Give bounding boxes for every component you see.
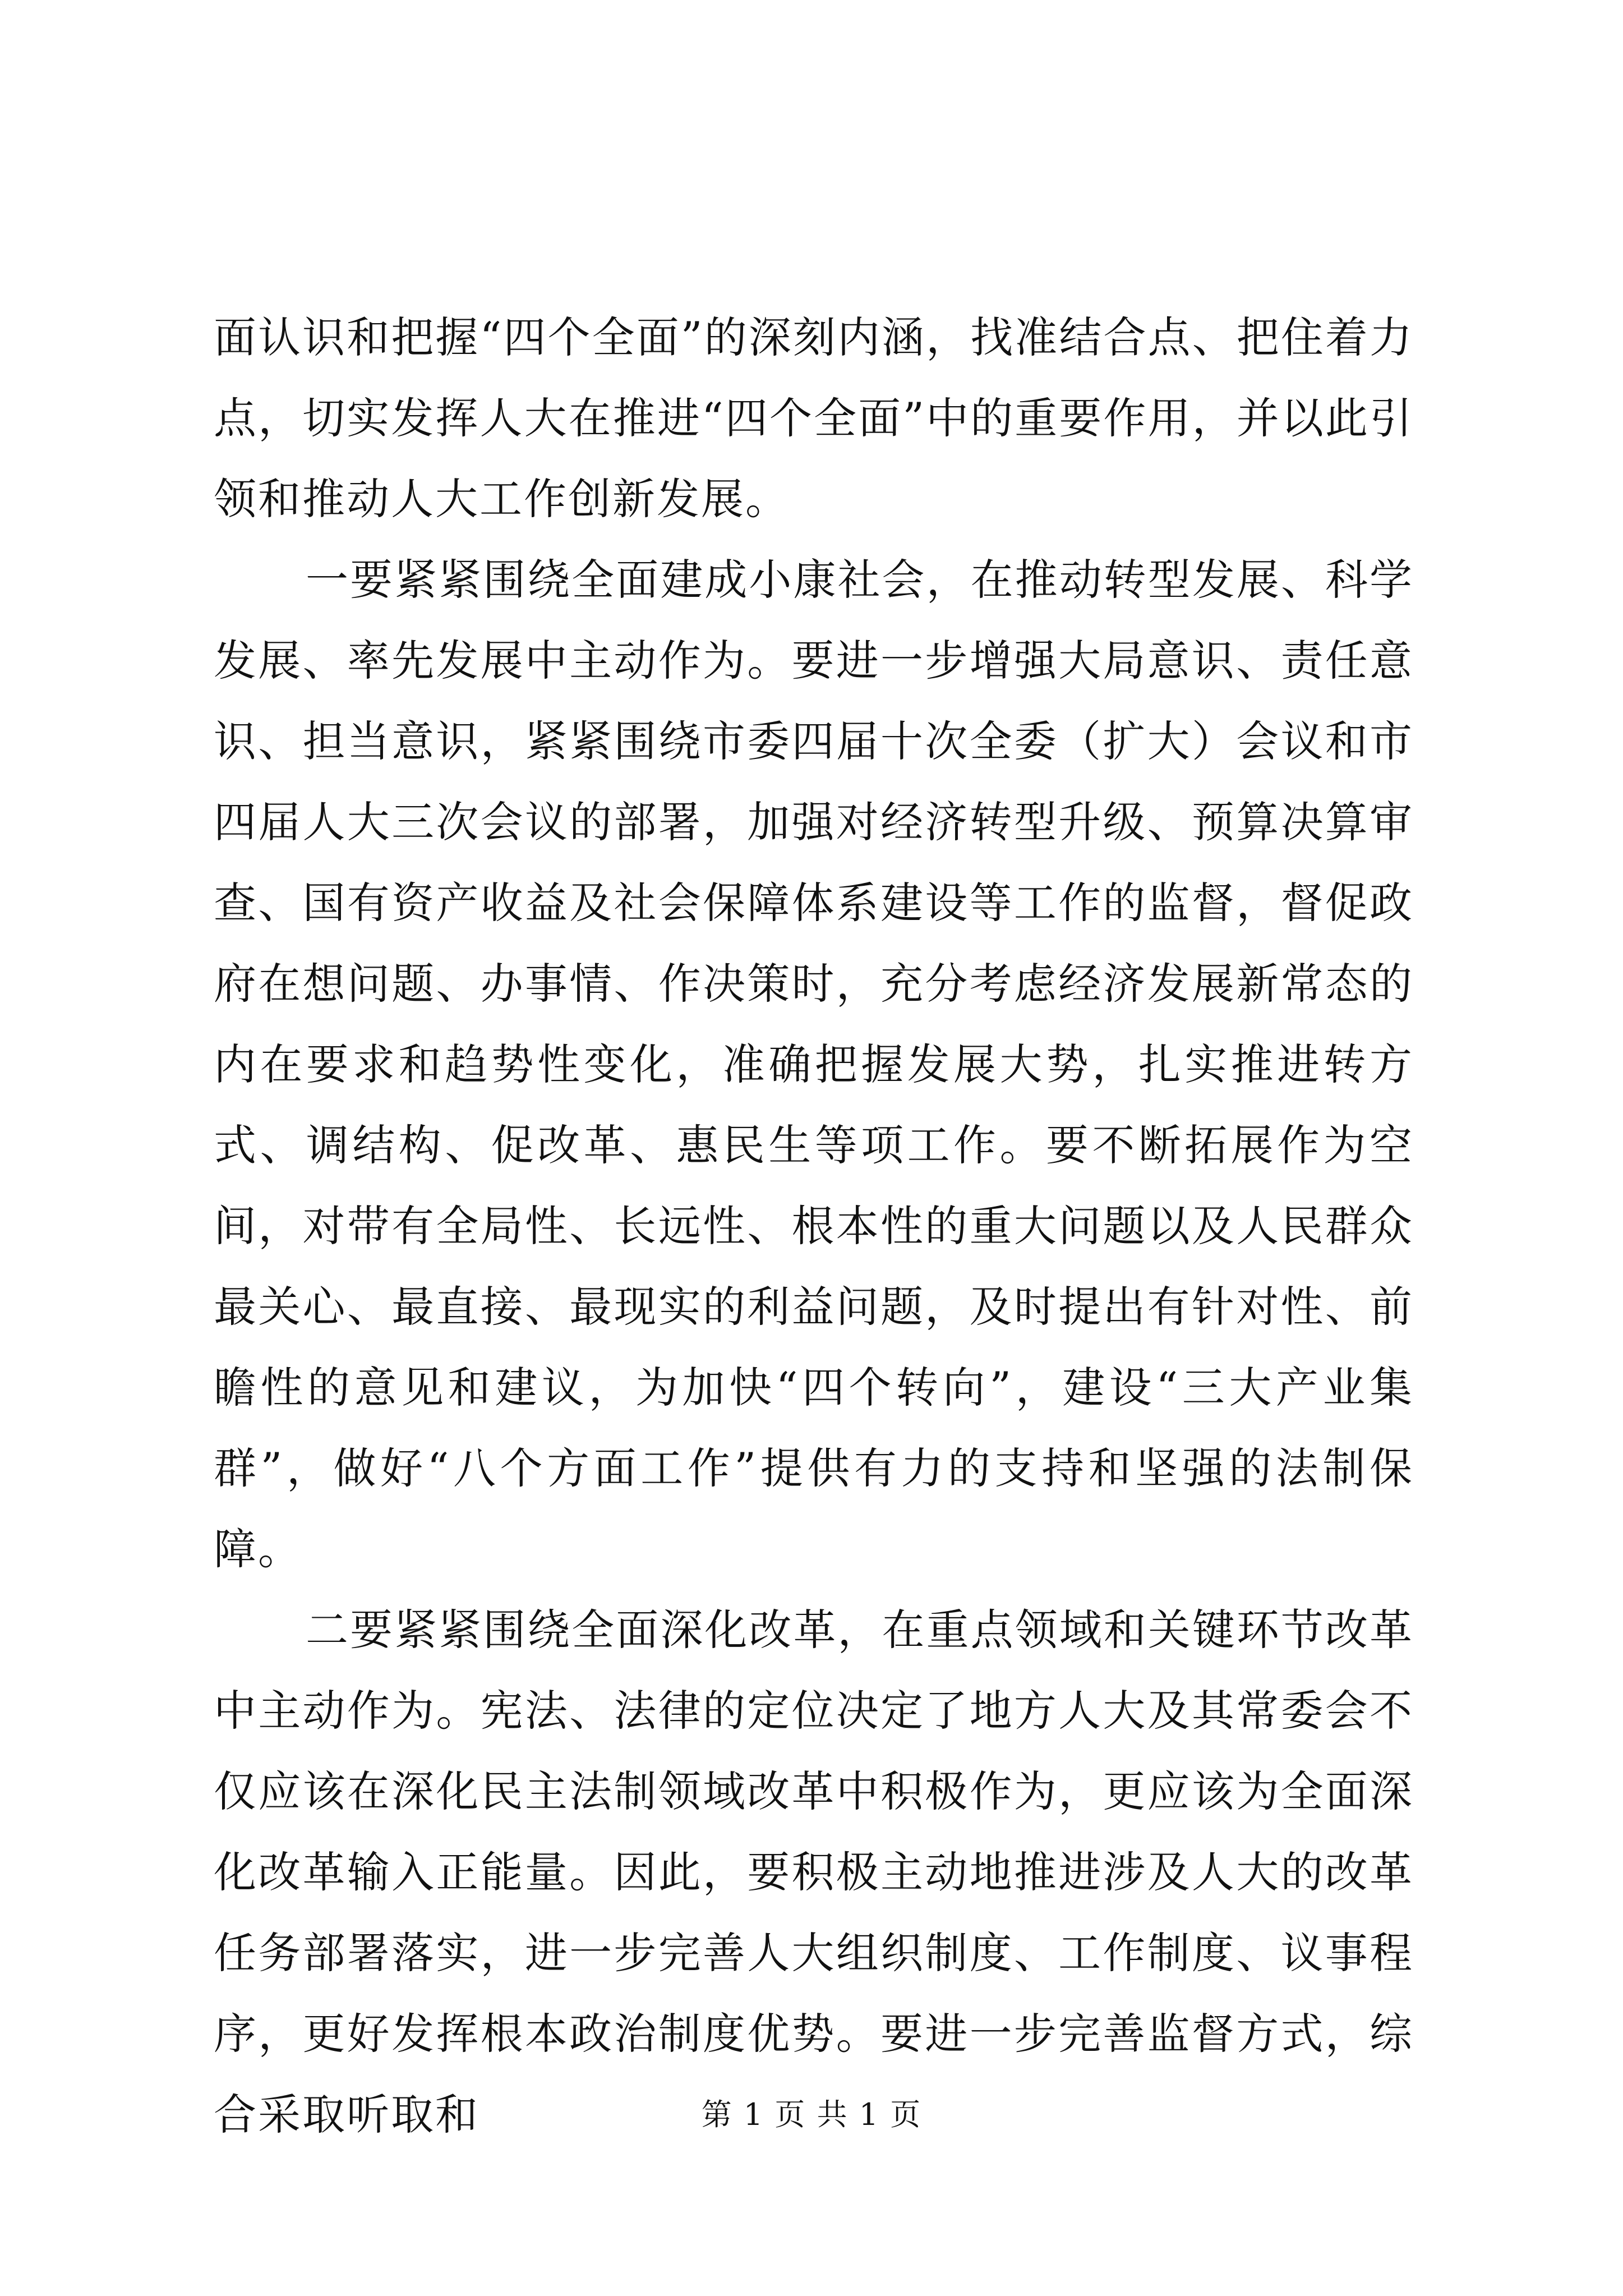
paragraph-1: 面认识和把握“四个全面”的深刻内涵，找准结合点、把住着力点，切实发挥人大在推进“四个全面”中的重要作用，并以此引领和推动人大工作创新发展。 — [214, 312, 1414, 524]
paragraph-2: 一要紧紧围绕全面建成小康社会，在推动转型发展、科学发展、率先发展中主动作为。要进一步增强大局意识、责任意识、担当意识，紧紧围绕市委四届十次全委（扩大）会议和市四届人大三次会议的部署，加强对经济转型升级、预算决算审查、国有资产收益及社会保障体系建设等工作的监督，督促政府在想问题、办事情、作决策时，充分考虑经济发展新常态的内在要求和趋势性变化，准确把握发展大势，扎实推进转方式、调结构、促改革、惠民生等项工作。要不断拓展作为空间，对带有全局性、长远性、根本性的重大问题以及人民群众最关心、最直接、最现实的利益问题，及时提出有针对性、前瞻性的意见和建议，为加快“四个转向”，建设“三大产业集群”，做好“八个方面工作”提供有力的支持和坚强的法制保障。 — [214, 555, 1414, 1574]
document-body — [214, 297, 1414, 2155]
page-number-footer: 第 1 页 共 1 页 — [701, 2097, 922, 2132]
paragraph-3: 二要紧紧围绕全面深化改革，在重点领域和关键环节改革中主动作为。宪法、法律的定位决定了地方人大及其常委会不仅应该在深化民主法制领域改革中积极作为，更应该为全面深化改革输入正能量。因此，要积极主动地推进涉及人大的改革任务部署落实，进一步完善人大组织制度、工作制度、议事程序，更好发挥根本政治制度优势。要进一步完善监督方式，综合采取听取和 — [214, 1605, 1414, 2139]
